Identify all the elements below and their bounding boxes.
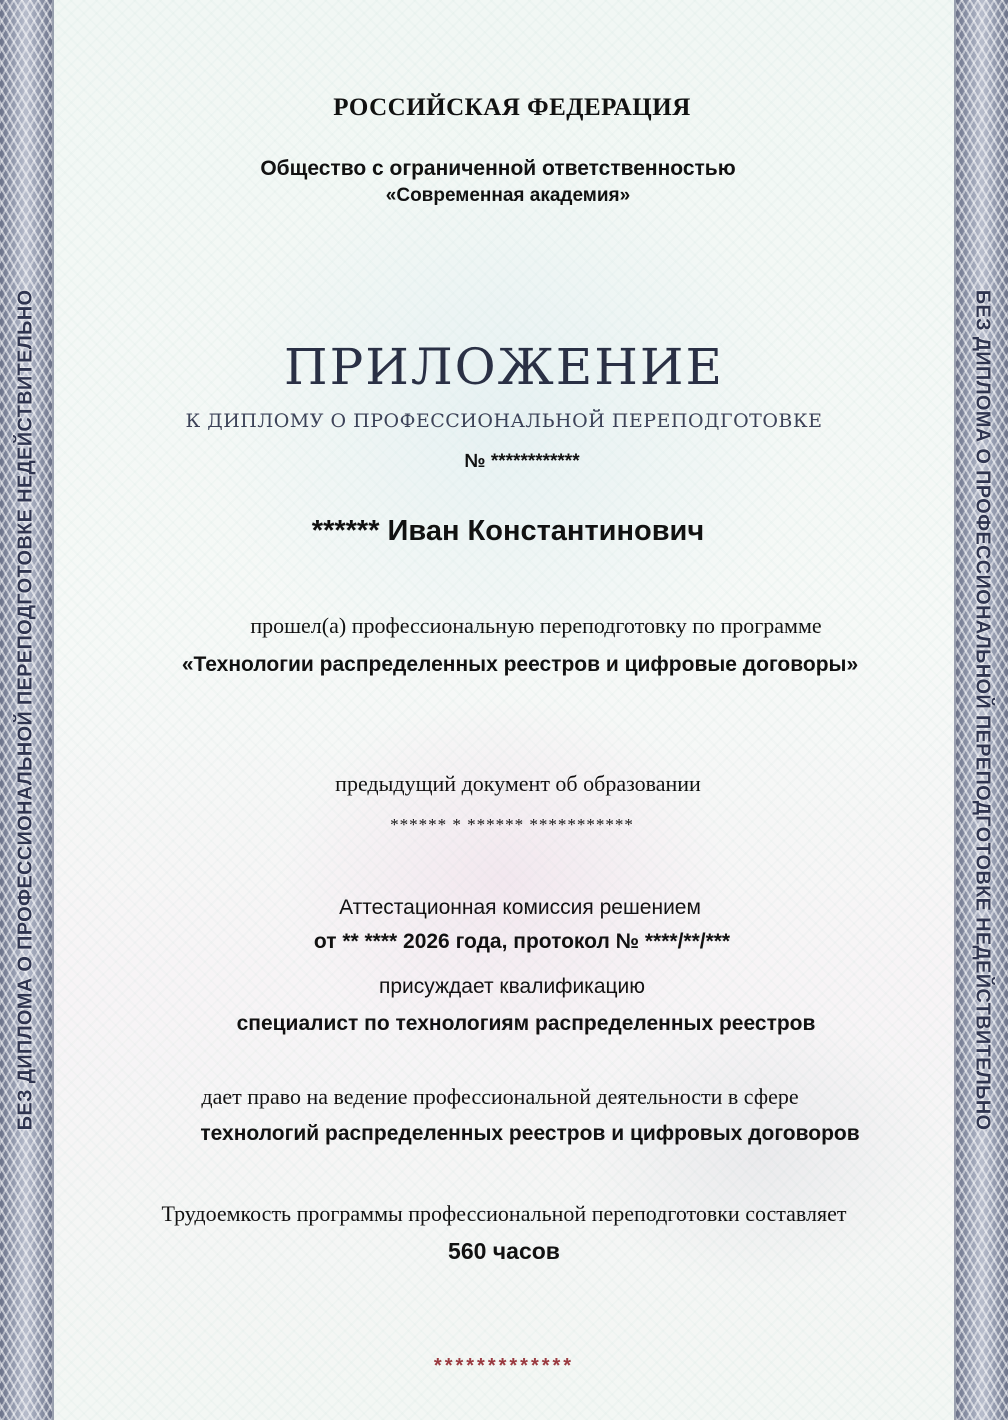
qualification-intro: присуждает квалификацию [378,975,646,998]
document-number: № ************ [464,451,580,472]
rights-sphere: технологий распределенных реестров и цифровых договоров [200,1122,860,1145]
qualification-name: специалист по технологиям распределенных реестров [236,1012,816,1035]
previous-education-value: ****** * ****** *********** [390,815,634,834]
labor-hours: 560 часов [448,1238,560,1264]
document-subtitle: К ДИПЛОМУ О ПРОФЕССИОНАЛЬНОЙ ПЕРЕПОДГОТОВКЕ [185,410,823,432]
holder-name: ****** Иван Константинович [311,515,705,547]
rights-intro: дает право на ведение профессиональной деятельности в сфере [201,1084,799,1109]
commission-decision: от ** **** 2026 года, протокол № ****/**/*** [313,930,731,953]
serial-number: ************* [433,1355,575,1377]
organization-type: Общество с ограниченной ответственностью [260,157,736,180]
right-border-text: БЕЗ ДИПЛОМА О ПРОФЕССИОНАЛЬНОЙ ПЕРЕПОДГОТОВКЕ НЕДЕЙСТВИТЕЛЬНО [971,289,994,1131]
labor-intro: Трудоемкость программы профессиональной переподготовки составляет [161,1201,847,1226]
document-title: ПРИЛОЖЕНИЕ [284,338,724,396]
commission-intro: Аттестационная комиссия решением [339,896,701,919]
left-border-text: БЕЗ ДИПЛОМА О ПРОФЕССИОНАЛЬНОЙ ПЕРЕПОДГОТОВКЕ НЕДЕЙСТВИТЕЛЬНО [14,289,37,1131]
previous-education-label: предыдущий документ об образовании [335,771,701,796]
program-name: «Технологии распределенных реестров и цифровые договоры» [181,653,859,676]
country-heading: РОССИЙСКАЯ ФЕДЕРАЦИЯ [333,94,691,121]
program-intro: прошел(а) профессиональную переподготовку по программе [250,613,822,638]
organization-name: «Современная академия» [385,185,631,206]
